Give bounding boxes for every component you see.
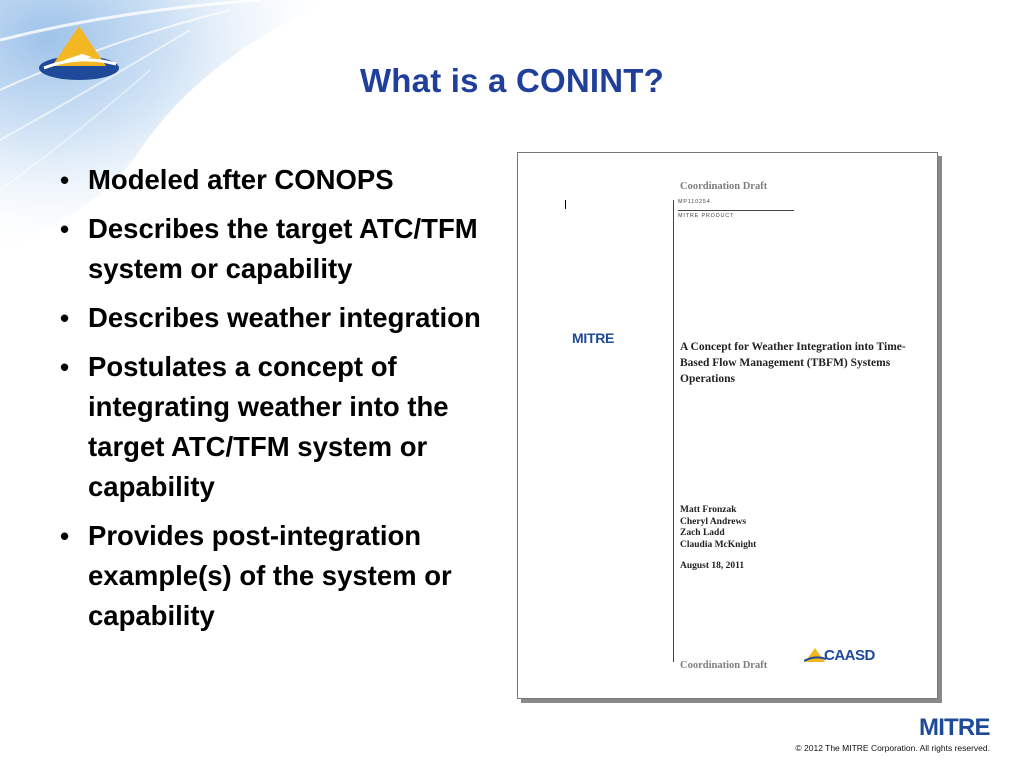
bullet-icon: • bbox=[60, 303, 70, 333]
bullet-item bbox=[58, 160, 508, 200]
bullet-text: Describes the target ATC/TFM system or capability bbox=[88, 213, 478, 284]
author-name: Cheryl Andrews bbox=[680, 516, 747, 527]
author-list bbox=[680, 505, 756, 551]
copyright-notice: © 2012 The MITRE Corporation. All rights reserved. bbox=[795, 743, 990, 753]
coordination-draft-footer: Coordination Draft bbox=[680, 660, 768, 671]
bullet-icon: • bbox=[60, 165, 70, 195]
product-label: MITRE PRODUCT bbox=[678, 213, 735, 219]
bullet-text: Describes weather integration bbox=[88, 302, 481, 333]
coordination-draft-header: Coordination Draft bbox=[680, 181, 768, 192]
caasd-triangle-icon bbox=[804, 647, 826, 665]
document-title: A Concept for Weather Integration into Time-Based Flow Management (TBFM) Systems Operations bbox=[680, 341, 906, 385]
bullet-icon: • bbox=[60, 214, 70, 244]
bullet-list bbox=[58, 160, 508, 645]
slide-title: What is a CONINT? bbox=[359, 62, 665, 99]
caasd-logo-text: CAASD bbox=[824, 647, 875, 664]
document-number: MP110254 bbox=[678, 199, 711, 205]
bullet-text: Postulates a concept of integrating weather into the target ATC/TFM system or capability bbox=[88, 351, 449, 502]
bullet-item bbox=[58, 209, 508, 289]
bullet-text: Provides post-integration example(s) of the system or capability bbox=[88, 520, 452, 631]
bullet-item bbox=[58, 347, 508, 507]
mitre-footer-logo: MITRE bbox=[919, 714, 990, 741]
bullet-icon: • bbox=[60, 352, 70, 382]
mitre-document-logo: MITRE bbox=[572, 330, 615, 346]
bullet-item bbox=[58, 298, 508, 338]
document-cover-preview bbox=[517, 152, 938, 699]
header-rule bbox=[678, 210, 794, 211]
author-name: Claudia McKnight bbox=[680, 539, 757, 550]
author-name: Zach Ladd bbox=[680, 528, 725, 538]
caasd-logo bbox=[804, 647, 894, 665]
bullet-item bbox=[58, 516, 508, 636]
bullet-icon: • bbox=[60, 521, 70, 551]
bullet-text: Modeled after CONOPS bbox=[88, 164, 394, 195]
cursor-mark bbox=[565, 200, 566, 209]
author-name: Matt Fronzak bbox=[680, 505, 737, 515]
margin-rule bbox=[673, 200, 674, 662]
document-date: August 18, 2011 bbox=[680, 561, 745, 571]
